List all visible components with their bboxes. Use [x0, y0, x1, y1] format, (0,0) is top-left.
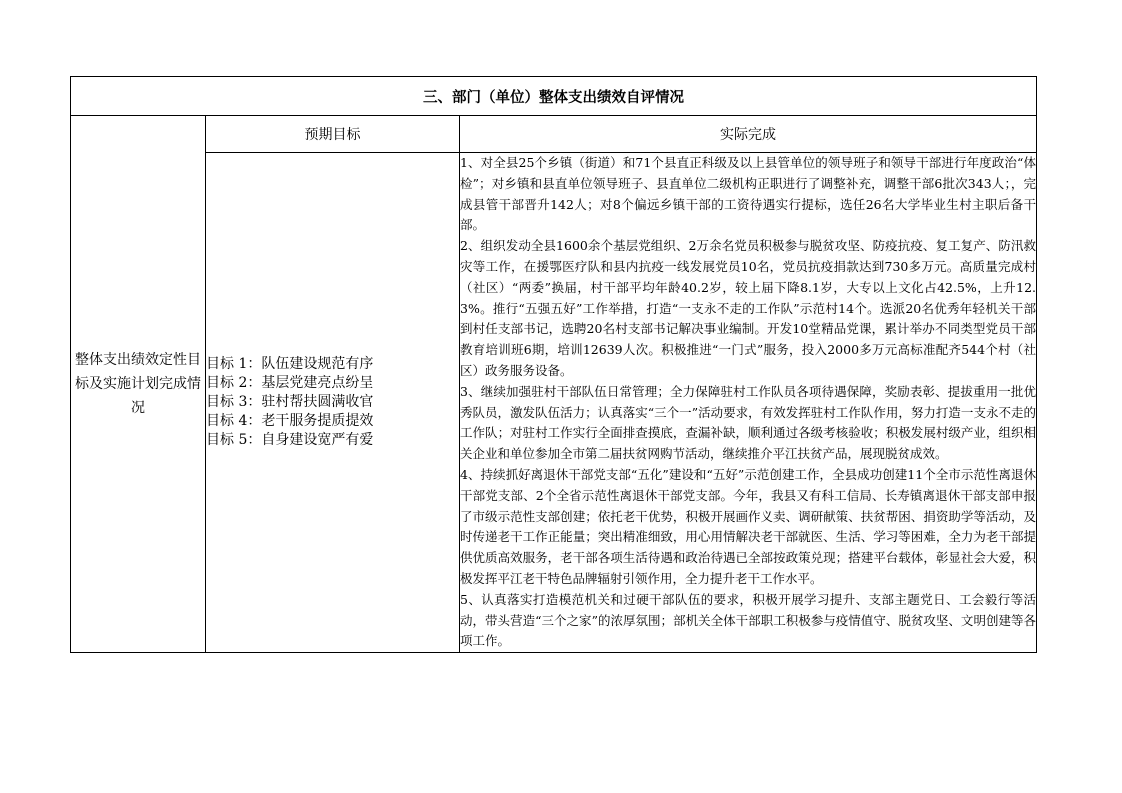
actual-paragraph: 1、对全县25个乡镇（街道）和71个县直正科级及以上县管单位的领导班子和领导干部进行年度政治“体检”；对乡镇和县直单位领导班子、县直单位二级机构正职进行了调整补充，调整干部6批次343人；，完成县管干部晋升142人；对8个偏远乡镇干部的工资待遇实行提标，选任26名大学毕业生村主职后备干部。	[460, 155, 1037, 233]
actual-paragraph: 5、认真落实打造模范机关和过硬干部队伍的要求，积极开展学习提升、支部主题党日、工会毅行等活动，带头营造“三个之家”的浓厚氛围；部机关全体干部职工积极参与疫情值守、脱贫攻坚、文明创建等各项工作。	[460, 591, 1037, 649]
header-row	[71, 116, 1037, 153]
performance-table	[70, 76, 1037, 653]
left-label: 整体支出绩效定性目标及实施计划完成情况	[71, 116, 206, 653]
actual-completion-cell	[460, 153, 1037, 653]
goals-cell	[206, 153, 460, 653]
section-title: 三、部门（单位）整体支出绩效自评情况	[71, 77, 1037, 116]
goal-item: 目标 2：基层党建亮点纷呈	[206, 375, 374, 392]
section-title-row	[71, 77, 1037, 116]
actual-paragraph: 3、继续加强驻村干部队伍日常管理；全力保障驻村工作队员各项待遇保障，奖励表彰、提拔重用一批优秀队员，激发队伍活力；认真落实“三个一”活动要求，有效发挥驻村工作队作用，努力打造一支永不走的工作队；对驻村工作实行全面排查摸底，查漏补缺，顺利通过各级考核验收；积极发展村级产业，组织相关企业和单位参加全市第二届扶贫网购节活动，继续推介平江扶贫产品，展现脱贫成效。	[460, 383, 1037, 462]
goal-item: 目标 3：驻村帮扶圆满收官	[206, 394, 374, 411]
actual-completion-header: 实际完成	[460, 116, 1037, 153]
actual-paragraph: 2、组织发动全县1600余个基层党组织、2万余名党员积极参与脱贫攻坚、防疫抗疫、复工复产、防汛救灾等工作，在援鄂医疗队和县内抗疫一线发展党员10名，党员抗疫捐款达到730多万元。高质量完成村（社区）“两委”换届，村干部平均年龄40.2岁，较上届下降8.1岁，大专以上文化占42.5%，上升12.3%。推行“五强五好”工作举措，打造“一支永不走的工作队”示范村14个。选派20名优秀年轻机关干部到村任支部书记，选聘20名村支部书记解决事业编制。开发10堂精品党课，累计举办不同类型党员干部教育培训班6期，培训12639人次。积极推进“一门式”服务，投入2000多万元高标准配齐544个村（社区）政务服务设备。	[460, 238, 1037, 378]
content-row	[71, 153, 1037, 653]
goal-item: 目标 4：老干服务提质提效	[206, 413, 374, 430]
goal-item: 目标 5：自身建设宽严有爱	[206, 432, 374, 449]
actual-paragraph: 4、持续抓好离退休干部党支部“五化”建设和“五好”示范创建工作，全县成功创建11个全市示范性离退休干部党支部、2个全省示范性离退休干部党支部。今年，我县又有科工信局、长寿镇离退休干部支部申报了市级示范性支部创建；依托老干优势，积极开展画作义卖、调研献策、扶贫帮困、捐资助学等活动，及时传递老干工作正能量；突出精准细致，用心用情解决老干部就医、生活、学习等困难，全力为老干部提供优质高效服务，老干部各项生活待遇和政治待遇已全部按政策兑现；搭建平台载体，彰显社会大爱，积极发挥平江老干特色品牌辐射引领作用，全力提升老干工作水平。	[460, 466, 1037, 586]
goal-item: 目标 1：队伍建设规范有序	[206, 356, 374, 373]
expected-goal-header: 预期目标	[206, 116, 460, 153]
